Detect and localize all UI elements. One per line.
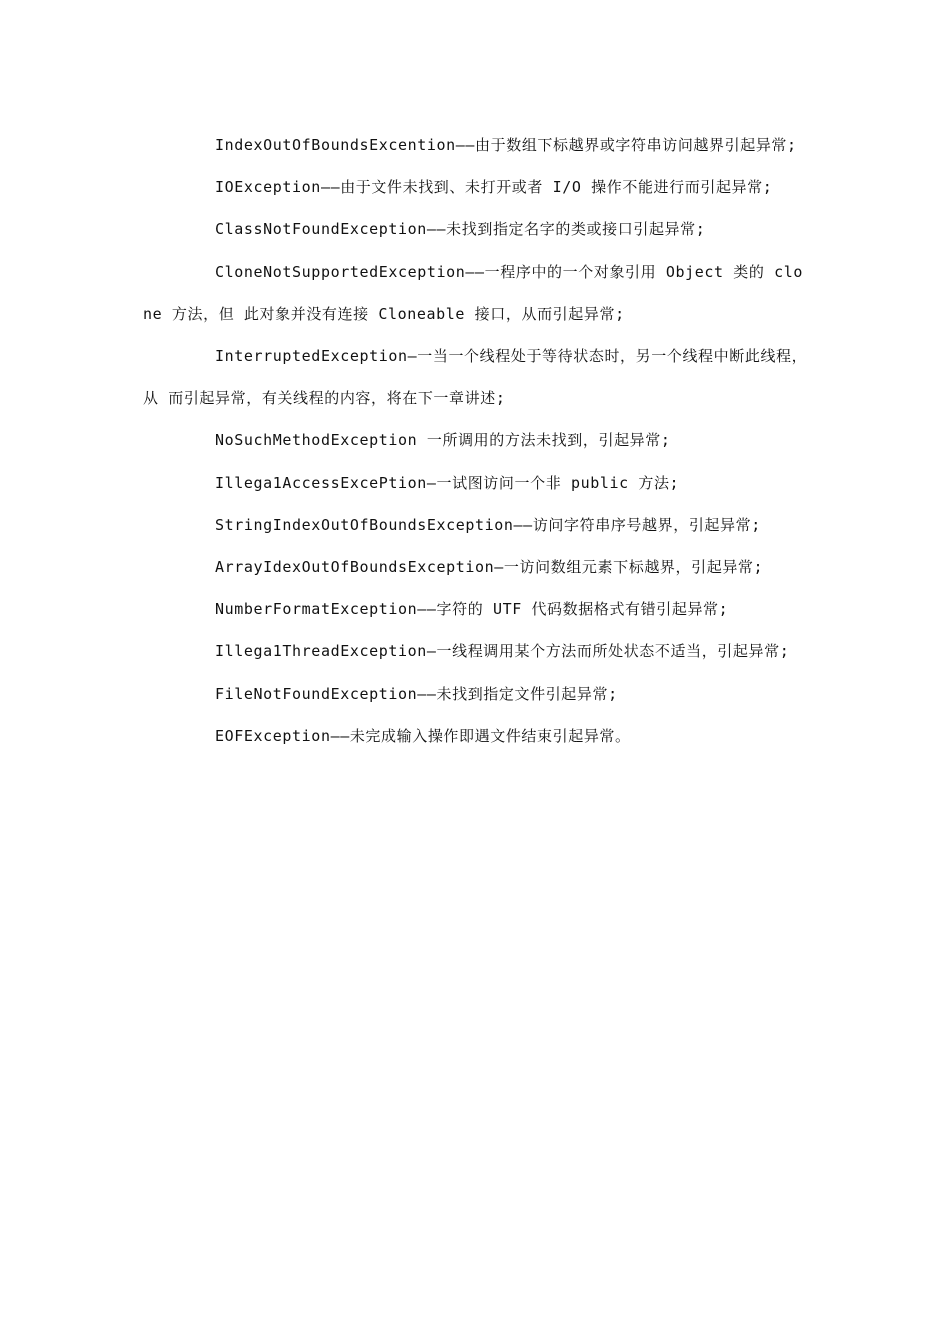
paragraph-illegal-access: Illega1AccessExcePtion—一试图访问一个非 public 方法; [215, 473, 680, 492]
paragraph-eof: EOFException——未完成输入操作即遇文件结束引起异常。 [215, 726, 631, 745]
paragraph-interrupted: InterruptedException—一当一个线程处于等待状态时，另一个线程中断此线程，从 而引起异常，有关线程的内容，将在下一章讲述; [143, 347, 808, 408]
document-body [143, 124, 808, 757]
paragraph-file-not-found: FileNotFoundException——未找到指定文件引起异常; [215, 684, 618, 703]
paragraph-array-index-out-of-bounds: ArrayIdexOutOfBoundsException—一访问数组元素下标越界，引起异常; [215, 558, 764, 577]
paragraph-clone-not-supported: CloneNotSupportedException——一程序中的一个对象引用 Object 类的 clone 方法，但 此对象并没有连接 Cloneable 接口，从而引起异常; [143, 262, 804, 323]
paragraph-index-out-of-bounds: IndexOutOfBoundsExcention——由于数组下标越界或字符串访问越界引起异常; [215, 136, 797, 154]
paragraph-no-such-method: NoSuchMethodException 一所调用的方法未找到，引起异常; [215, 431, 671, 450]
paragraph-number-format: NumberFormatException——字符的 UTF 代码数据格式有错引起异常; [215, 600, 729, 619]
paragraph-string-index-out-of-bounds: StringIndexOutOfBoundsException——访问字符串序号越界，引起异常; [215, 515, 761, 534]
paragraph-illegal-thread: Illega1ThreadException—一线程调用某个方法而所处状态不适当，引起异常; [215, 642, 790, 661]
paragraph-io-exception: IOException——由于文件未找到、未打开或者 I/O 操作不能进行而引起异常; [215, 178, 773, 197]
paragraph-class-not-found: ClassNotFoundException——未找到指定名字的类或接口引起异常; [215, 220, 706, 239]
